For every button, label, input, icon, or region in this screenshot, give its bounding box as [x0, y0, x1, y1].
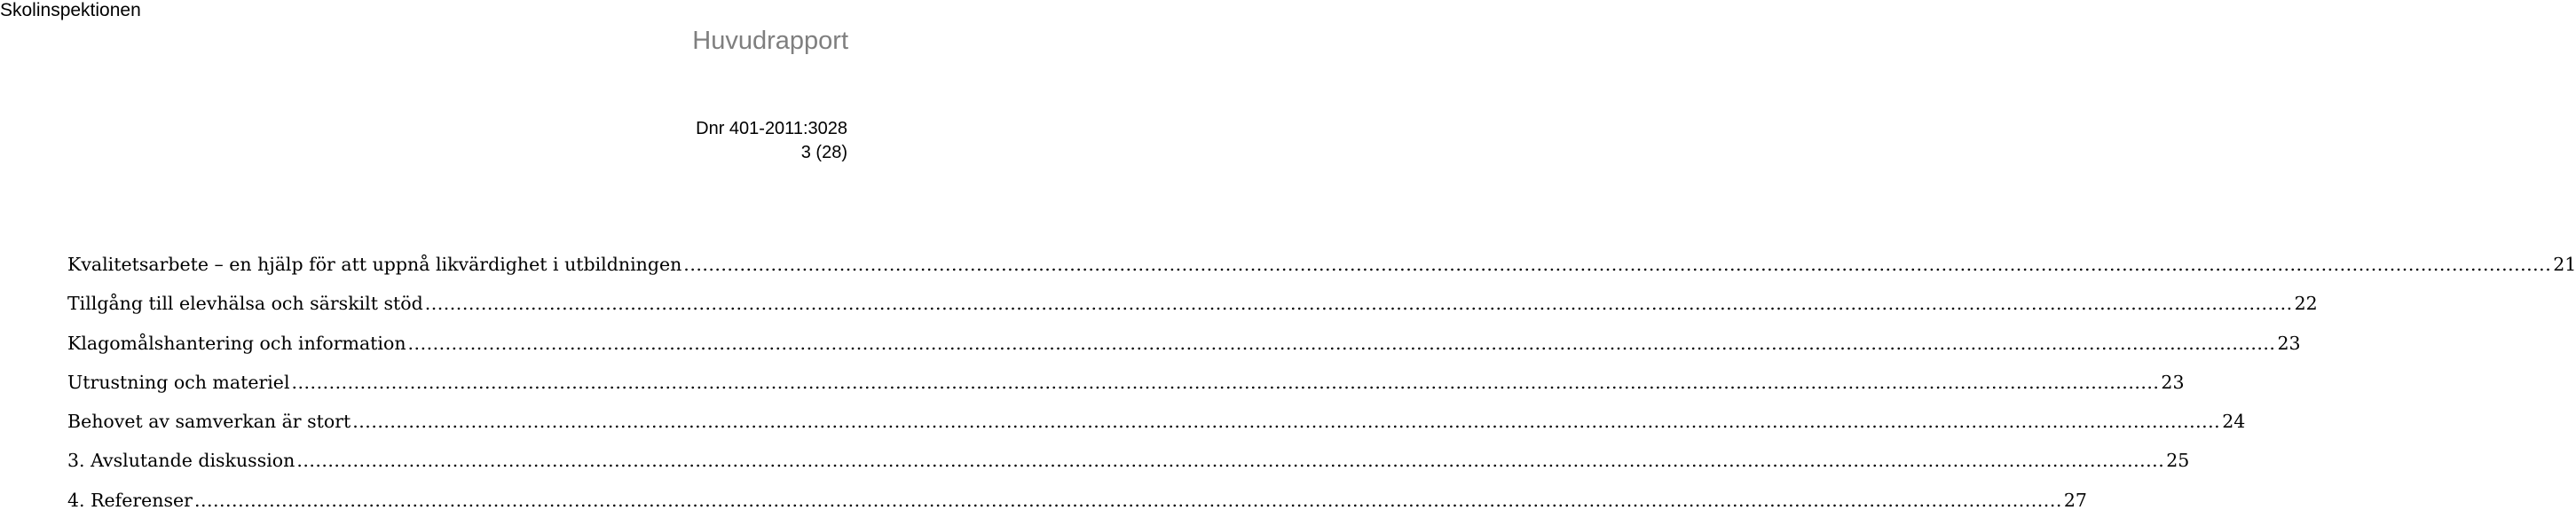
toc-leader-dots: ............................................................................................................................................................................................................................................................................................................: [296, 450, 2165, 472]
toc-entry[interactable]: [67, 408, 2246, 447]
toc-entry-page: 25: [2166, 450, 2190, 472]
toc-entry-title: Kvalitetsarbete – en hjälp för att uppnå likvärdighet i utbildningen: [67, 254, 682, 275]
toc-entry-title: 3. Avslutande diskussion: [67, 450, 295, 472]
toc-entry-page: 27: [2063, 489, 2087, 511]
toc-entry-page: 23: [2277, 332, 2301, 354]
toc-entry-title: Klagomålshantering och information: [67, 332, 406, 354]
toc-entry-title: 4. Referenser: [67, 489, 193, 511]
toc-leader-dots: ............................................................................................................................................................................................................................................................................................................: [424, 293, 2293, 315]
report-title: Huvudrapport: [692, 27, 848, 55]
toc-entry-page: 24: [2222, 411, 2246, 433]
toc-leader-dots: ............................................................................................................................................................................................................................................................................................................: [683, 254, 2552, 275]
page-indicator: 3 (28): [800, 143, 847, 162]
toc-entry[interactable]: [67, 330, 2301, 369]
organization-name: Skolinspektionen: [0, 0, 141, 20]
toc-leader-dots: ............................................................................................................................................................................................................................................................................................................: [407, 332, 2276, 354]
table-of-contents: [67, 251, 2576, 526]
reference-number: Dnr 401-2011:3028: [696, 119, 847, 138]
toc-entry-page: 22: [2294, 293, 2318, 315]
toc-entry-page: 23: [2161, 371, 2185, 393]
toc-leader-dots: ............................................................................................................................................................................................................................................................................................................: [352, 411, 2221, 433]
toc-leader-dots: ............................................................................................................................................................................................................................................................................................................: [193, 489, 2062, 511]
toc-entry[interactable]: [67, 447, 2190, 486]
toc-entry-title: Behovet av samverkan är stort: [67, 411, 351, 433]
toc-entry[interactable]: [67, 251, 2576, 290]
toc-entry-title: Utrustning och materiel: [67, 371, 290, 393]
toc-entry[interactable]: [67, 290, 2318, 329]
toc-entry-page: 21: [2553, 254, 2576, 275]
toc-entry[interactable]: [67, 369, 2185, 408]
toc-entry[interactable]: [67, 487, 2087, 526]
toc-entry-title: Tillgång till elevhälsa och särskilt stöd: [67, 293, 423, 315]
toc-leader-dots: ............................................................................................................................................................................................................................................................................................................: [291, 371, 2160, 393]
